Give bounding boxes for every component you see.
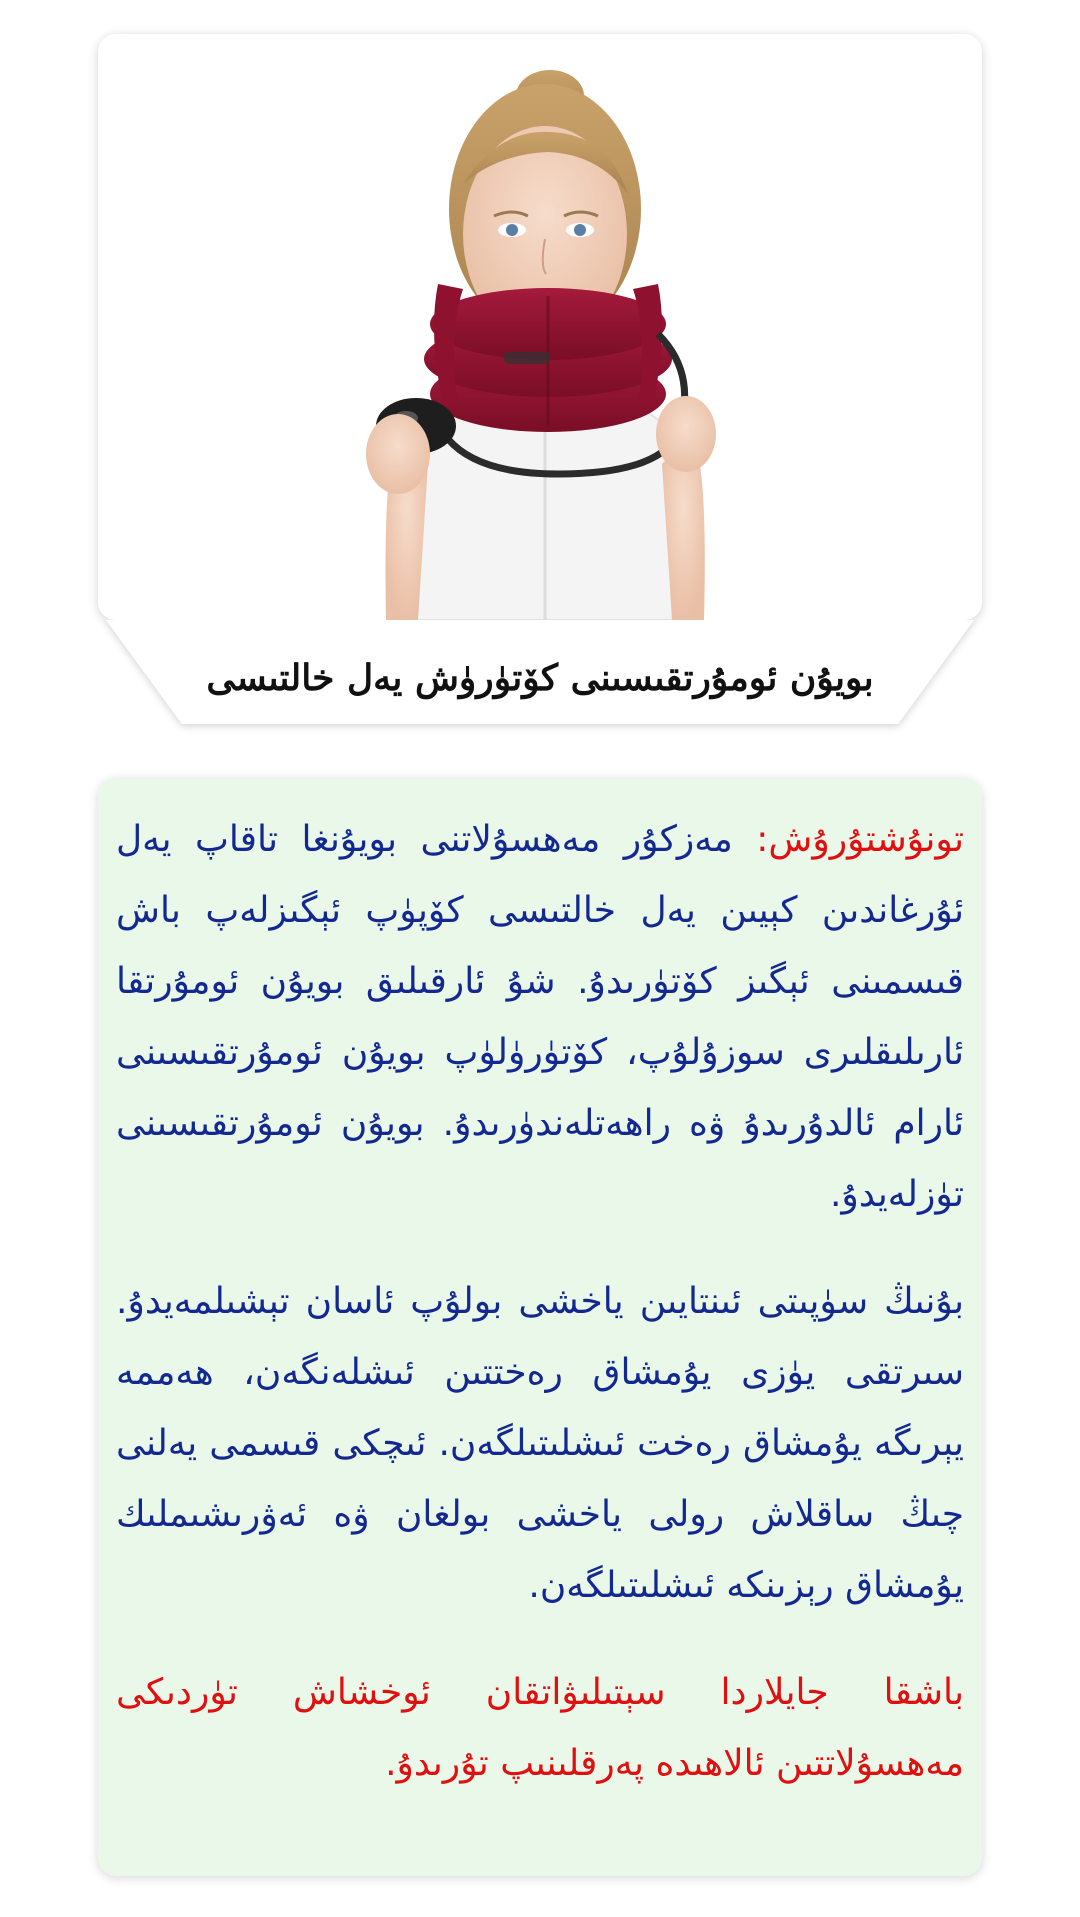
- caption-banner: [98, 620, 982, 736]
- description-paragraph-2: بۇنىڭ سۈپىتى ئىنتايىن ياخشى بولۇپ ئاسان تېشىلمەيدۇ. سىرتقى يۈزى يۇمشاق رەختتىن ئىشلەنگەن، ھەممە يېرىگە يۇمشاق رەخت ئىشلىتىلگەن. ئىچكى قىسمى يەلنى چىڭ ساقلاش رولى ياخشى بولغان ۋە ئەۋرىشىملىك يۇمشاق رېزىنكە ئىشلىتىلگەن.: [116, 1281, 964, 1606]
- caption-title: بويۇن ئومۇرتقىسىنى كۆتۈرۈش يەل خالتىسى: [206, 657, 874, 699]
- product-photo-card: [98, 34, 982, 620]
- description-paragraph-1-text: مەزكۇر مەھسۇلاتنى بويۇنغا تاقاپ يەل ئۇرغاندىن كېيىن يەل خالتىسى كۆپۈپ ئېگىزلەپ باش قىسمىنى ئېگىز كۆتۈرىدۇ. شۇ ئارقىلىق بويۇن ئومۇرتقا ئارىلىقلىرى سوزۇلۇپ، كۆتۈرۈلۈپ بويۇن ئومۇرتقىسىنى ئارام ئالدۇرىدۇ ۋە راھەتلەندۈرىدۇ. بويۇن ئومۇرتقىسىنى تۈزلەيدۇ.: [116, 819, 964, 1215]
- description-lead-label: تونۇشتۇرۇش:: [756, 819, 964, 860]
- description-card: [98, 778, 982, 1876]
- description-paragraph-3: باشقا جايلاردا سېتىلىۋاتقان ئوخشاش تۈردىكى مەھسۇلاتتىن ئالاھىدە پەرقلىنىپ تۇرىدۇ.: [116, 1672, 964, 1784]
- product-photo: [98, 34, 982, 620]
- description-paragraph-1: [116, 804, 964, 1230]
